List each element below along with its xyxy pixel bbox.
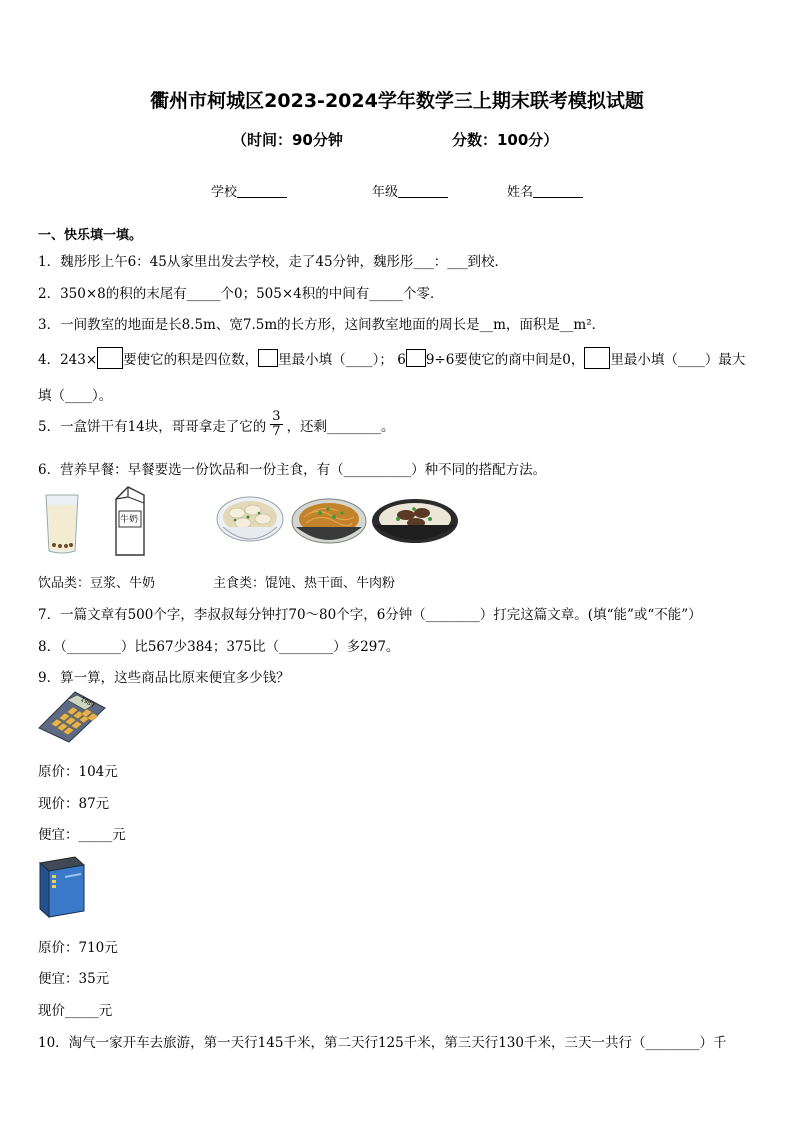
- hot-dry-noodles-icon: [290, 495, 368, 551]
- item2-discount: 便宜：35元: [38, 971, 110, 987]
- beef-noodles-icon: [370, 495, 460, 551]
- item2-original-price: 原价：710元: [38, 940, 118, 956]
- answer-box: [97, 347, 123, 369]
- question-3: 3．一间教室的地面是长8.5m、宽7.5m的长方形，这间教室地面的周长是__m，面积是__m²．: [38, 317, 606, 333]
- calculator-icon: [37, 690, 107, 744]
- school-label: 学校: [211, 185, 238, 200]
- school-field: [211, 181, 287, 200]
- page-title: 衢州市柯城区2023-2024学年数学三上期末联考模拟试题: [150, 90, 644, 112]
- name-field: [507, 181, 583, 200]
- item1-current-price: 现价：87元: [38, 796, 110, 812]
- calculator-display: 1980: [79, 696, 96, 709]
- foods-list: 主食类：馄饨、热干面、牛肉粉: [213, 576, 396, 591]
- item1-original-price: 原价：104元: [38, 764, 118, 780]
- section-heading: 一、快乐填一填。: [38, 228, 143, 243]
- question-8: 8．（________）比567少384；375比（________）多297。: [38, 639, 400, 655]
- question-7: 7．一篇文章有500个字，李叔叔每分钟打70～80个字，6分钟（________）打完这篇文章。(填“能”或“不能”）: [38, 607, 702, 623]
- answer-box: [584, 347, 610, 369]
- grade-field: [372, 181, 448, 200]
- question-2: 2．350×8的积的末尾有_____个0；505×4积的中间有_____个零．: [38, 286, 444, 302]
- name-label: 姓名: [507, 185, 534, 200]
- grade-label: 年级: [372, 185, 399, 200]
- item1-discount: 便宜：_____元: [38, 827, 126, 843]
- item2-current-price: 现价_____元: [38, 1003, 113, 1019]
- answer-box: [258, 349, 278, 367]
- exam-score: 分数：100分）: [452, 131, 559, 149]
- question-10: 10．淘气一家开车去旅游，第一天行145千米，第二天行125千米，第三天行130千米，三天一共行（________）千: [38, 1035, 727, 1051]
- question-9: 9．算一算，这些商品比原来便宜多少钱？: [38, 670, 290, 686]
- milk-carton-label: 牛奶: [120, 515, 139, 525]
- question-6: 6．营养早餐：早餐要选一份饮品和一份主食，有（__________）种不同的搭配方法。: [38, 462, 547, 478]
- question-1: 1．魏彤彤上午6：45从家里出发去学校，走了45分钟，魏彤彤___：___到校．: [38, 254, 509, 270]
- answer-box: [406, 349, 426, 367]
- fraction: $\frac{3}{7}$: [272, 409, 281, 440]
- soy-milk-glass-icon: [44, 491, 80, 555]
- question-5: 5．一盒饼干有14块，哥哥拿走了它的 $\frac{3}{7}$ ，还剩________。: [38, 409, 395, 440]
- question-4: 4．243× 要使它的积是四位数， 里最小填（____）； 6 9÷6要使它的商中间是0， 里最小填（____）最大: [38, 347, 745, 369]
- exam-time: （时间：90分钟: [232, 131, 343, 149]
- drinks-list: 饮品类：豆浆、牛奶: [38, 576, 156, 591]
- question-4-continued: 填（____）。: [38, 388, 113, 404]
- wonton-bowl-icon: [215, 493, 285, 551]
- washing-machine-icon: [37, 853, 87, 919]
